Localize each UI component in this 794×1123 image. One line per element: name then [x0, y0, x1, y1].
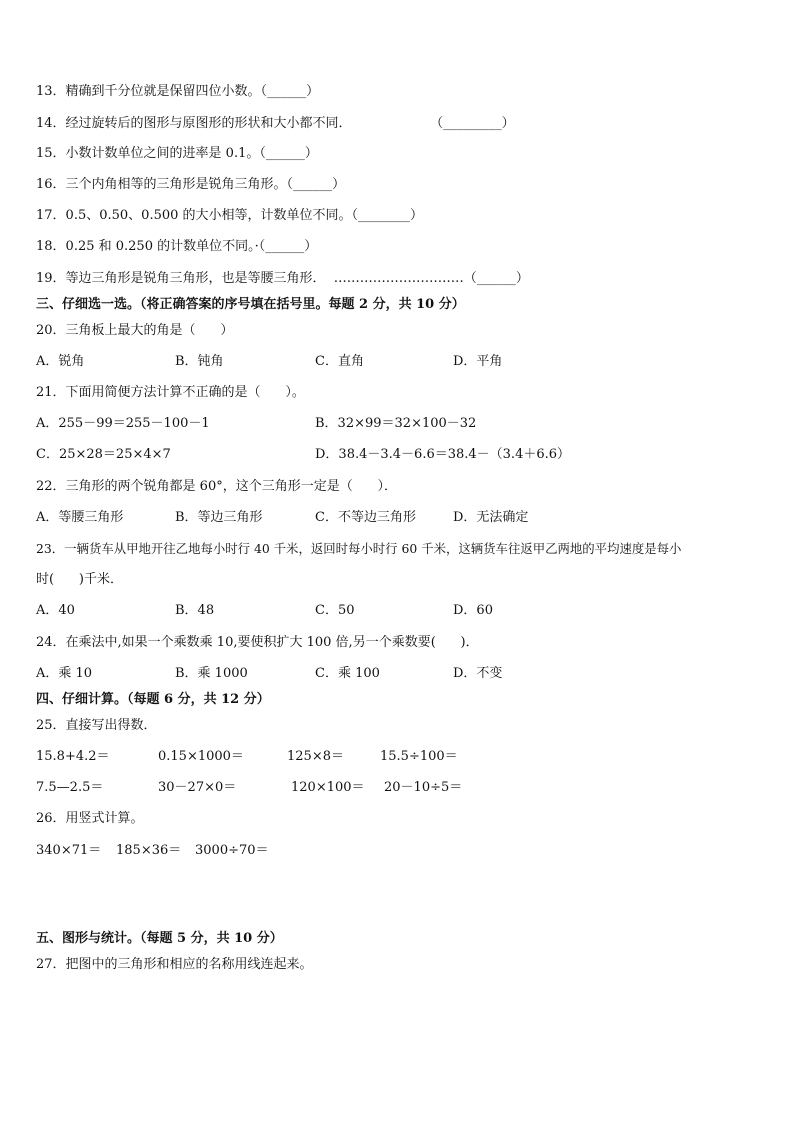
q25-item: 0.15×1000＝ — [158, 749, 244, 764]
q24-option-c: C．乘 100 — [315, 666, 380, 681]
question-13: 13．精确到千分位就是保留四位小数。（______） — [36, 84, 320, 99]
q25-item: 120×100＝ — [291, 780, 365, 795]
q25-item: 15.5÷100＝ — [380, 749, 458, 764]
question-19: 19．等边三角形是锐角三角形，也是等腰三角形． …………………………（______） — [36, 271, 529, 286]
q20-option-a: A．锐角 — [36, 354, 85, 369]
q24-option-d: D．不变 — [453, 666, 503, 681]
question-16: 16．三个内角相等的三角形是锐角三角形。（______） — [36, 177, 346, 192]
q25-item: 7.5—2.5＝ — [36, 780, 104, 795]
q25-item: 20－10÷5＝ — [384, 780, 463, 795]
q20-option-c: C．直角 — [315, 354, 364, 369]
question-17: 17．0.5、0.50、0.500 的大小相等，计数单位不同。（________） — [36, 208, 424, 223]
q26-item: 3000÷70＝ — [195, 843, 269, 858]
question-20-stem: 20．三角板上最大的角是（ ） — [36, 323, 234, 338]
question-22-stem: 22．三角形的两个锐角都是 60°，这个三角形一定是（ ）． — [36, 479, 398, 494]
q23-option-a: A．40 — [36, 603, 75, 618]
q25-item: 15.8+4.2＝ — [36, 749, 110, 764]
question-23-stem-line-2: 时( )千米． — [36, 572, 123, 587]
q21-option-a: A．255－99＝255－100－1 — [36, 416, 210, 431]
q24-option-a: A．乘 10 — [36, 666, 93, 681]
q23-option-d: D．60 — [453, 603, 493, 618]
question-21-stem: 21．下面用简便方法计算不正确的是（ ）。 — [36, 385, 305, 400]
question-27-stem: 27．把图中的三角形和相应的名称用线连起来。 — [36, 957, 313, 972]
q23-option-c: C．50 — [315, 603, 355, 618]
section-3-title: 三、仔细选一选。（将正确答案的序号填在括号里。每题 2 分，共 10 分） — [36, 297, 465, 312]
q22-option-b: B．等边三角形 — [175, 510, 263, 525]
question-15: 15．小数计数单位之间的进率是 0.1。（______） — [36, 146, 318, 161]
q22-option-a: A．等腰三角形 — [36, 510, 124, 525]
q20-option-d: D．平角 — [453, 354, 503, 369]
q25-item: 30－27×0＝ — [158, 780, 237, 795]
question-14: 14．经过旋转后的图形与原图形的形状和大小都不同． （_________） — [36, 116, 515, 131]
question-25-stem: 25．直接写出得数． — [36, 718, 157, 733]
q26-item: 185×36＝ — [116, 843, 182, 858]
question-26-stem: 26．用竖式计算。 — [36, 811, 144, 826]
q20-option-b: B．钝角 — [175, 354, 224, 369]
q21-option-d: D．38.4－3.4－6.6＝38.4－（3.4＋6.6） — [315, 447, 571, 462]
q22-option-d: D．无法确定 — [453, 510, 529, 525]
q23-option-b: B．48 — [175, 603, 215, 618]
q21-option-b: B．32×99＝32×100－32 — [315, 416, 477, 431]
q24-option-b: B．乘 1000 — [175, 666, 248, 681]
q25-item: 125×8＝ — [287, 749, 344, 764]
question-24-stem: 24．在乘法中,如果一个乘数乘 10,要使积扩大 100 倍,另一个乘数要( )． — [36, 635, 479, 650]
section-5-title: 五、图形与统计。（每题 5 分，共 10 分） — [36, 931, 283, 946]
q22-option-c: C．不等边三角形 — [315, 510, 416, 525]
question-23-stem-line-1: 23．一辆货车从甲地开往乙地每小时行 40 千米，返回时每小时行 60 千米，这辆货车往返甲乙两地的平均速度是每小 — [36, 541, 682, 556]
section-4-title: 四、仔细计算。（每题 6 分，共 12 分） — [36, 692, 270, 707]
q21-option-c: C．25×28＝25×4×7 — [36, 447, 171, 462]
q26-item: 340×71＝ — [36, 843, 102, 858]
question-18: 18．0.25 和 0.250 的计数单位不同。·（______） — [36, 239, 318, 254]
